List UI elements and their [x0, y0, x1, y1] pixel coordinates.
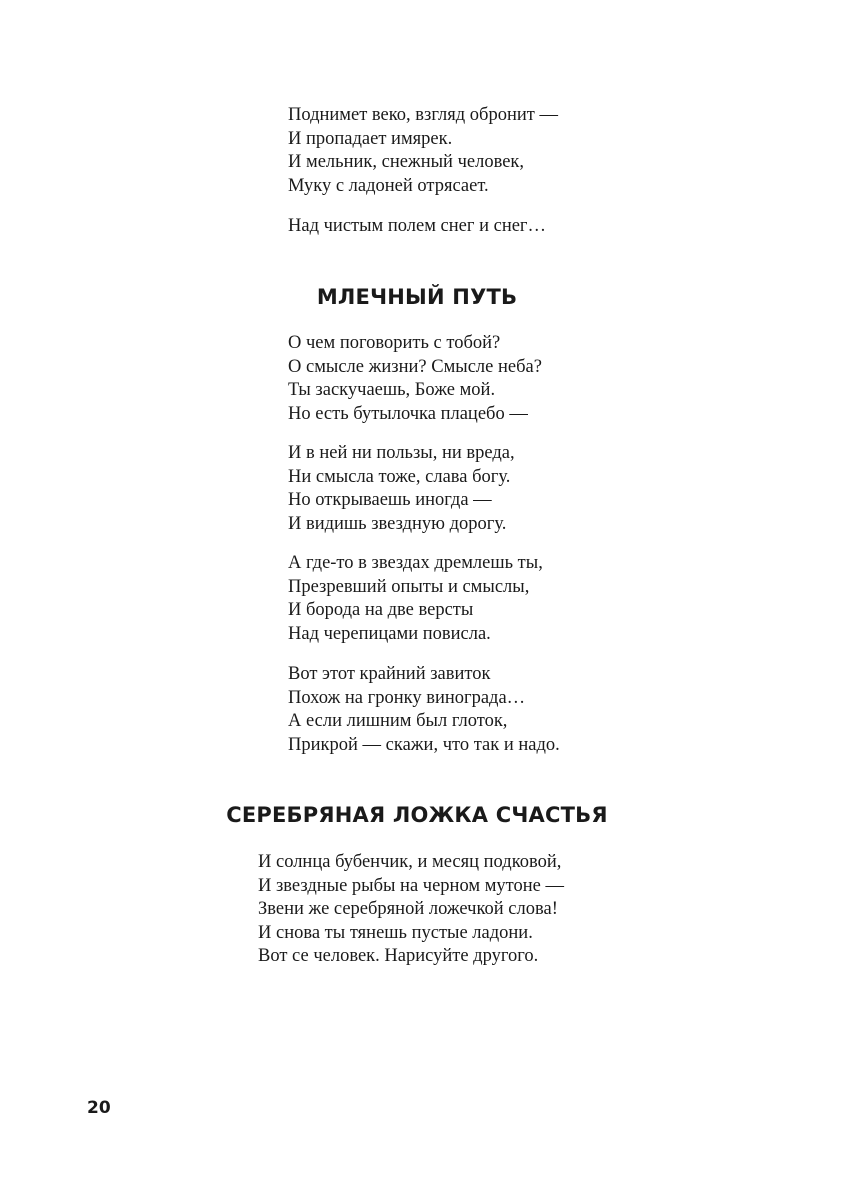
- poem3-title: СЕРЕБРЯНАЯ ЛОЖКА СЧАСТЬЯ: [226, 803, 608, 827]
- verse-line: И звездные рыбы на черном мутоне —: [258, 875, 564, 896]
- verse-line: О чем поговорить с тобой?: [288, 333, 501, 353]
- verse-line: О смысле жизни? Смысле неба?: [288, 356, 542, 377]
- verse-line: Но есть бутылочка плацебо —: [288, 403, 528, 424]
- verse-line: А где-то в звездах дремлешь ты,: [288, 553, 543, 573]
- poem3-stanza-1: [258, 851, 564, 969]
- poem1-stanza-1: [288, 104, 558, 198]
- poem2-stanza-2: [288, 442, 515, 536]
- poem2-stanza-1: [288, 332, 542, 426]
- verse-line: И видишь звездную дорогу.: [288, 513, 507, 534]
- page-number: 20: [87, 1098, 111, 1118]
- poem2-stanza-4: [288, 663, 560, 757]
- verse-line: Презревший опыты и смыслы,: [288, 576, 530, 597]
- poem2-stanza-3: [288, 552, 543, 646]
- verse-line: Прикрой — скажи, что так и надо.: [288, 734, 560, 755]
- verse-line: И пропадает имярек.: [288, 128, 453, 149]
- verse-line: Поднимет веко, взгляд обронит —: [288, 105, 558, 125]
- verse-line: А если лишним был глоток,: [288, 711, 508, 731]
- verse-line: И солнца бубенчик, и месяц подковой,: [258, 852, 562, 872]
- verse-line: Муку с ладоней отрясает.: [288, 175, 489, 196]
- poem1-stanza-2: [288, 215, 546, 239]
- poem2-title: МЛЕЧНЫЙ ПУТЬ: [316, 285, 518, 309]
- verse-line: И борода на две версты: [288, 600, 474, 620]
- verse-line: Вот се человек. Нарисуйте другого.: [258, 946, 539, 966]
- verse-line: Похож на гронку винограда…: [288, 687, 526, 708]
- verse-line: И мельник, снежный человек,: [288, 152, 525, 172]
- verse-line: Звени же серебряной ложечкой слова!: [258, 899, 558, 919]
- verse-line: Вот этот крайний завиток: [288, 664, 491, 684]
- verse-line: Ты заскучаешь, Боже мой.: [288, 380, 496, 400]
- verse-line: Ни смысла тоже, слава богу.: [288, 466, 511, 487]
- verse-line: Но открываешь иногда —: [288, 490, 492, 510]
- verse-line: И в ней ни пользы, ни вреда,: [288, 443, 515, 463]
- verse-line: Над чистым полем снег и снег…: [288, 216, 547, 236]
- verse-line: И снова ты тянешь пустые ладони.: [258, 922, 533, 943]
- verse-line: Над черепицами повисла.: [288, 623, 491, 644]
